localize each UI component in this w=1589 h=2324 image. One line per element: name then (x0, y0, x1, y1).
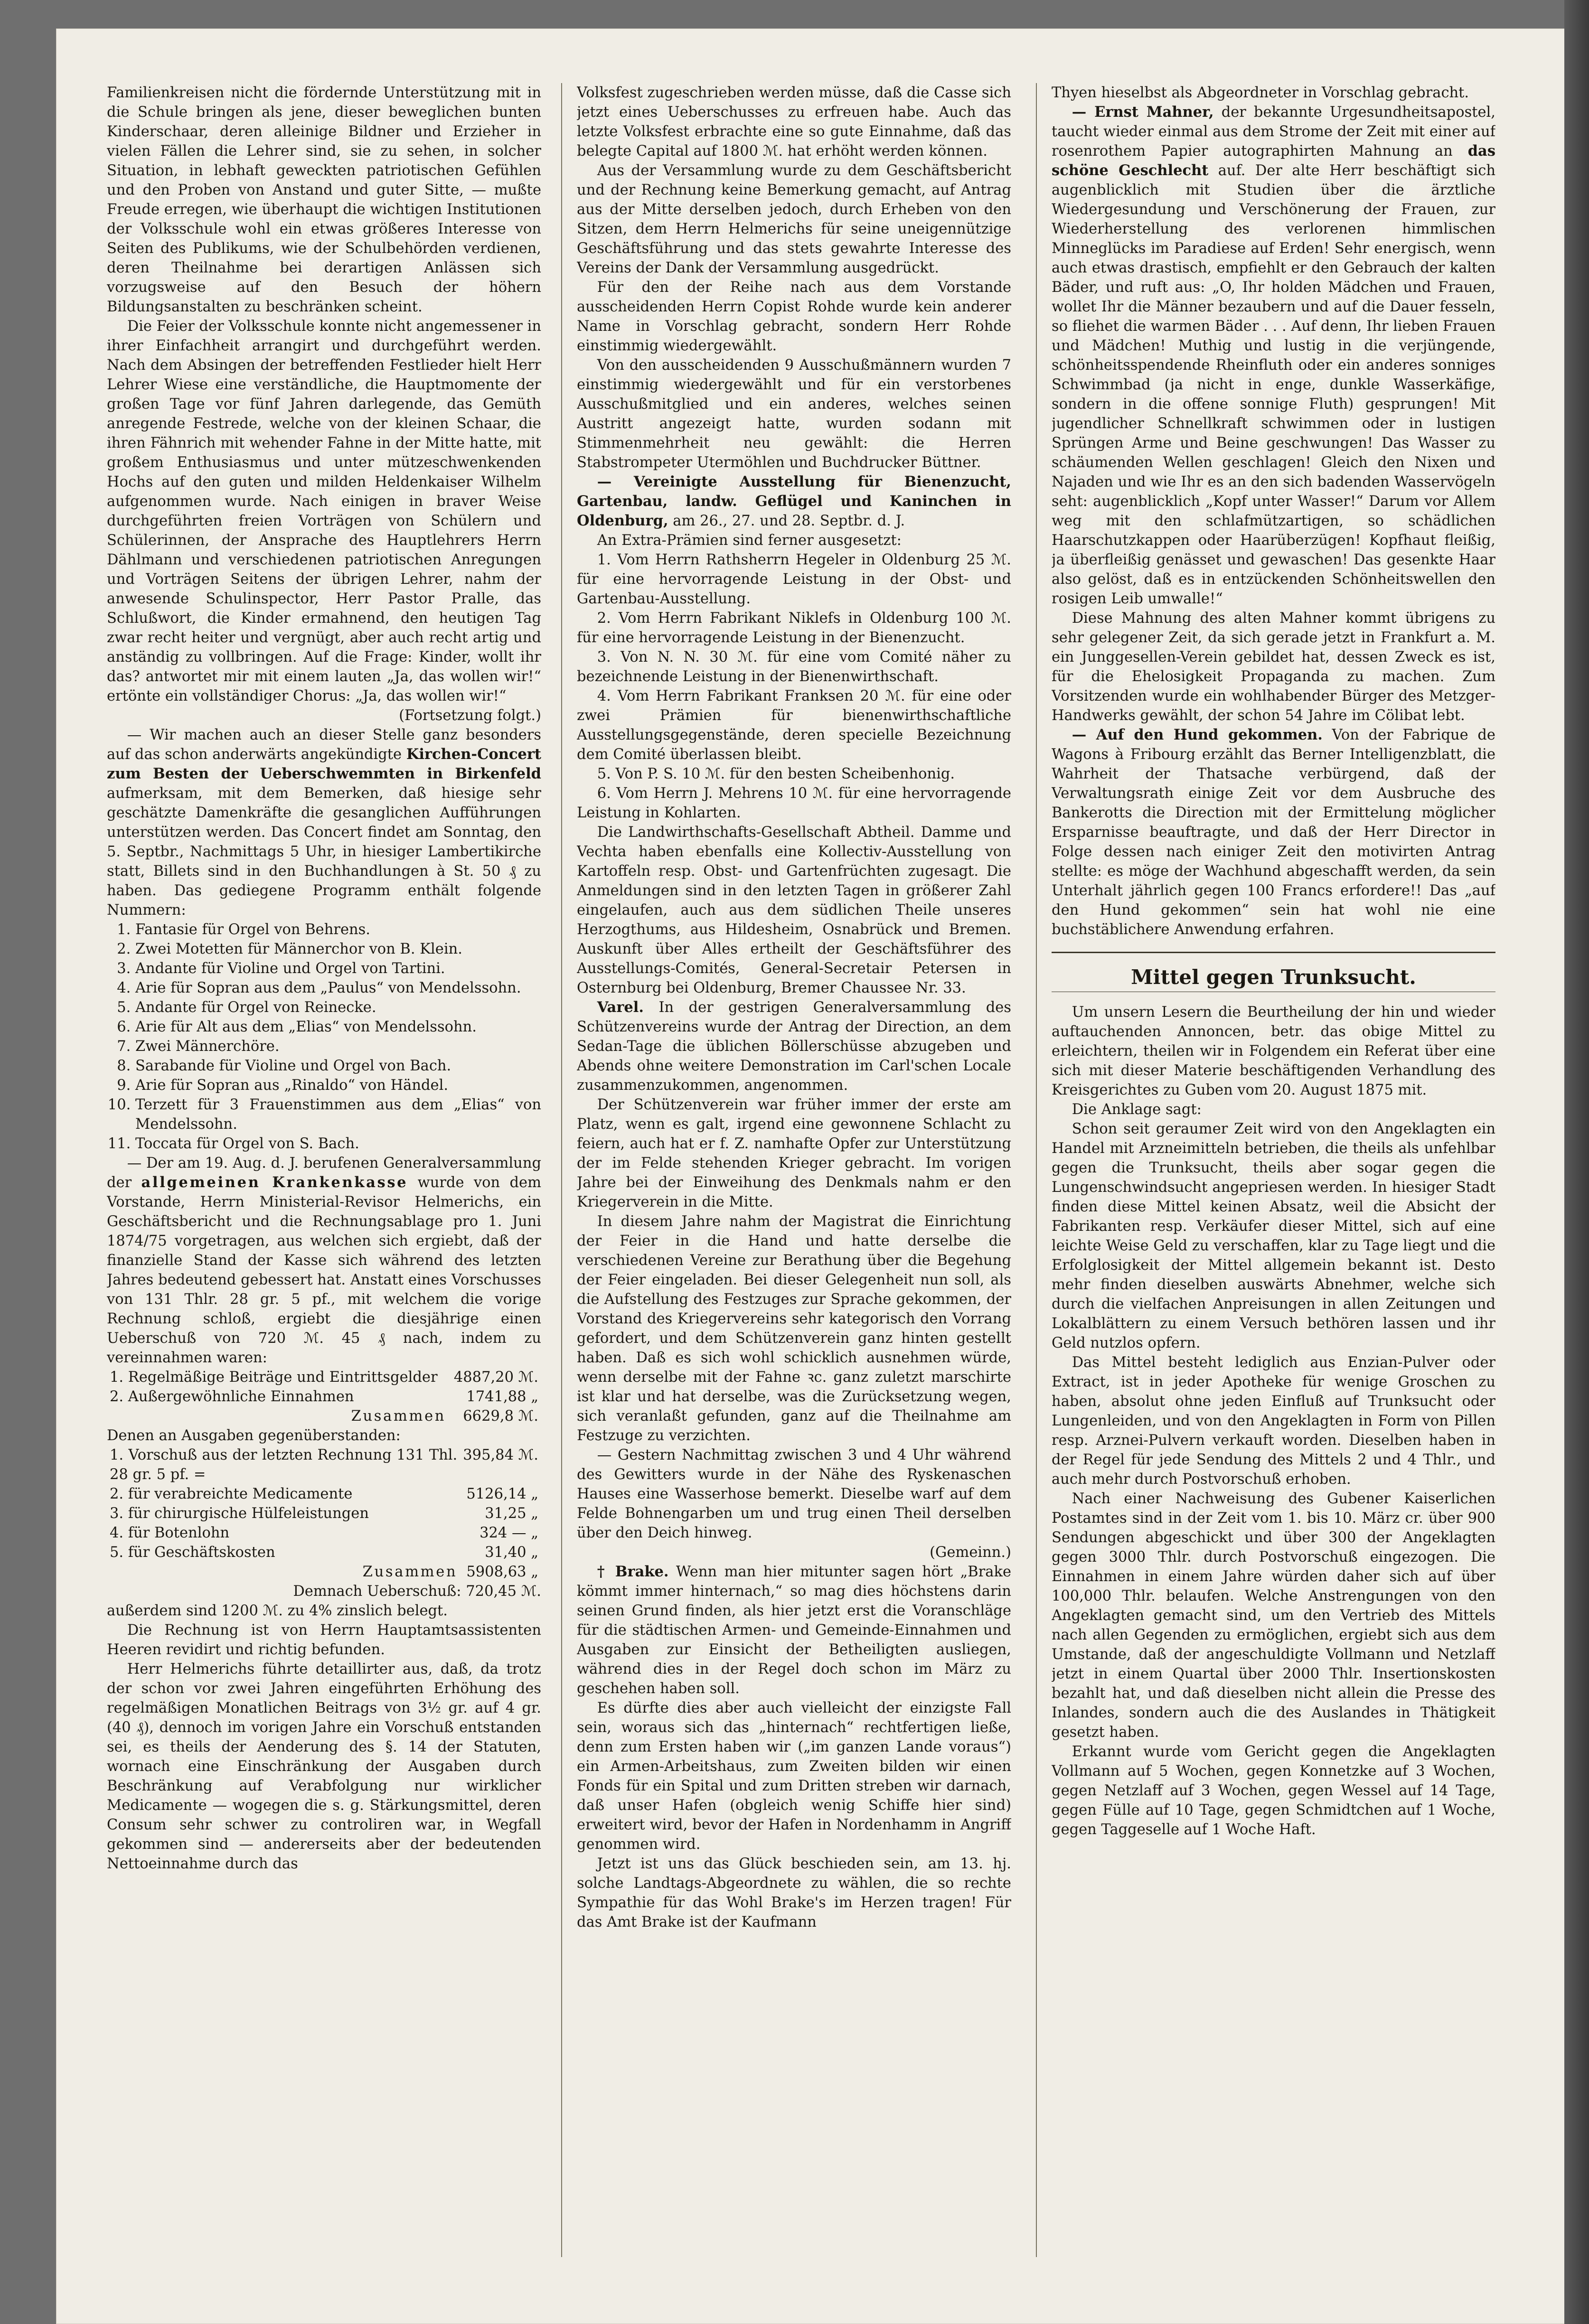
varel-text: In der gestrigen Generalversammlung des Schützenvereins wurde der Antrag der Direction, an dem Sedan-Tage die üblichen Böllerschüsse abzugeben und Abends ohne weitere Demonstration im Carl'schen Locale zusammenzukommen, angenommen. (577, 999, 1011, 1094)
page-edge (1564, 0, 1589, 2324)
surplus-line: Demnach Ueberschuß: 720,45 ℳ. (293, 1583, 541, 1600)
table-row (107, 1543, 541, 1562)
kasse-article (107, 1153, 541, 1368)
program-item: 6. Arie für Alt aus dem „Elias“ von Mendelssohn. (135, 1017, 541, 1037)
ausstellung-date: am 26., 27. und 28. Septbr. d. J. (673, 513, 905, 529)
expense-label: 3. für chirurgische Hülfeleistungen (110, 1505, 369, 1522)
program-item: 4. Arie für Sopran aus dem „Paulus“ von Mendelssohn. (135, 978, 541, 998)
expense-value: 324 — „ (480, 1525, 538, 1541)
program-item: 1. Fantasie für Orgel von Behrens. (135, 920, 541, 939)
column-1 (107, 83, 541, 2267)
paragraph-magistrat: In diesem Jahre nahm der Magistrat die Einrichtung der Feier in die Hand und hatte derselbe die verschiedenen Vereine zur Berathung über die Begehung der Feier eingeladen. Bei dieser Gelegenheit nun soll, als die Aufstellung des Festzuges zur Sprache gekommen, der Vorstand des Kriegervereins sehr kategorisch den Vorrang gefordert, und dem Schützenverein ganz hinten gestellt haben. Daß es sich wohl schicklich ausnehmen würde, wenn derselbe mit der Fahne ꝛc. ganz zuletzt marschirte ist klar und hat derselbe, was die Zurücksetzung wegen, sich veranlaßt gefunden, ganz auf die Theilnahme am Festzuge zu verzichten. (577, 1213, 1011, 1444)
praemie-item: 3. Von N. N. 30 ℳ. für eine vom Comité näher zu bezeichnende Leistung in der Bienenwirthschaft. (577, 649, 1011, 685)
paragraph-glueck: Jetzt ist uns das Glück beschieden sein, am 13. hj. solche Landtags-Abgeordnete zu wählen, die so rechte Sympathie für das Wohl Brake's im Herzen tragen! Für das Amt Brake ist der Kaufmann (577, 1855, 1011, 1930)
expense-value: 31,40 „ (485, 1544, 538, 1561)
continuation-note: (Fortsetzung folgt.) (399, 707, 541, 724)
program-item: 5. Andante für Orgel von Reinecke. (135, 998, 541, 1017)
column-rule-2 (1036, 83, 1037, 2257)
brake-article (577, 1562, 1011, 1698)
program-item: 11. Toccata für Orgel von S. Bach. (135, 1134, 541, 1153)
mahner-head: — Ernst Mahner, (1072, 103, 1214, 121)
praemien-intro: An Extra-Prämien sind ferner ausgesetzt: (597, 532, 902, 549)
paragraph-helmerichs: Herr Helmerichs führte detaillirter aus, daß, da trotz der schon vor zwei Jahren eingeführten Erhöhung des regelmäßigen Monatlichen Beitrags von 3½ gr. auf 4 gr. (40 ₰), dennoch im vorigen Jahre ein Vorschuß entstanden sei, es theils der Aenderung des §. 14 der Statuten, wornach eine Einschränkung der Ausgaben durch Beschränkung auf Verabfolgung nur wirklicher Medicamente — wogegen die s. g. Stärkungsmittel, deren Consum sehr schwer zu controliren war, in Wegfall gekommen sind — andererseits aber der bedeutenden Nettoeinnahme durch das (107, 1661, 541, 1872)
concert-title: Kirchen-Concert zum Besten der Ueberschwemmten in Birkenfeld (107, 746, 541, 782)
table-row (107, 1406, 541, 1426)
varel-article (577, 998, 1011, 1095)
expense-intro: Denen an Ausgaben gegenüberstanden: (107, 1427, 401, 1444)
section-divider (1052, 952, 1495, 953)
kasse-text: wurde von dem Vorstande, Herrn Ministerial-Revisor Helmerichs, ein Geschäftsbericht und die Rechnungsablage pro 1. Juni 1874/75 vorgetragen, aus welchen sich ergiebt, daß der finanzielle Stand der Kasse sich während des letzten Jahres bedeutend gebessert hat. Anstatt eines Vorschusses von 131 Thlr. 28 gr. 5 pf., mit welchem die vorige Rechnung schloß, ergiebt die diesjährige einen Ueberschuß von 720 ℳ. 45 ₰ nach, indem zu vereinnahmen waren: (107, 1174, 541, 1366)
paragraph-anklage: Die Anklage sagt: (1072, 1101, 1202, 1118)
paragraph-thyen: Thyen hieselbst als Abgeordneter in Vorschlag gebracht. (1052, 84, 1469, 101)
table-row (107, 1368, 541, 1387)
paragraph-intro: Um unsern Lesern die Beurtheilung der hin und wieder auftauchenden Annoncen, betr. das obige Mittel zu erleichtern, theilen wir in Folgendem ein Referat über eine sich mit dieser Materie beschäftigenden Verhandlung des Kreisgerichtes zu Guben vom 20. August 1875 mit. (1052, 1004, 1495, 1098)
ausstellung-title: — Vereinigte Ausstellung für Bienenzucht, Gartenbau, landw. Geflügel und Kaninchen in Oldenburg, (577, 473, 1011, 529)
income-label: 1. Regelmäßige Beiträge und Eintrittsgelder (110, 1369, 438, 1386)
praemie-item: 6. Vom Herrn J. Mehrens 10 ℳ. für eine hervorragende Leistung in Kohlarten. (577, 785, 1011, 821)
expense-label: 4. für Botenlohn (110, 1525, 230, 1541)
paragraph-mittel: Das Mittel besteht lediglich aus Enzian-Pulver oder Extract, ist in jeder Apotheke für wenige Groschen zu haben, absolut ohne jeden Einfluß auf Trunksucht oder Lungenleiden, und von den Angeklagten in Form von Pillen resp. Arznei-Pulvern verkauft worden. Dieselben haben in der Regel für jede Sendung des Mittels 2 und 4 Thlr., und auch mehr durch Postvorschuß erhoben. (1052, 1354, 1495, 1488)
paragraph-ausschuss: Von den ausscheidenden 9 Ausschußmännern wurden 7 einstimmig wiedergewählt und für ein verstorbenes Ausschußmitglied und ein anderes, welches seinen Austritt angezeigt hatte, wurden sodann mit Stimmenmehrheit neu gewählt: die Herren Stabstrompeter Utermöhlen und Buchdrucker Büttner. (577, 357, 1011, 471)
table-row (107, 1504, 541, 1523)
expense-table (107, 1445, 541, 1582)
expense-label: 1. Vorschuß aus der letzten Rechnung 131 Thl. 28 gr. 5 pf. = (110, 1447, 458, 1483)
paragraph-schon: Schon seit geraumer Zeit wird von den Angeklagten ein Handel mit Arzneimitteln betrieben, die theils als unfehlbar gegen die Trunksucht, theils aber sogar gegen die Lungenschwindsucht angepriesen werden. In hiesiger Stadt finden diese Mittel keinen Absatz, weil die Absicht der Fabrikanten resp. Verkäufer dieser Mittel, sich auf eine leichte Weise Geld zu verschaffen, klar zu Tage liegt und die Erfolglosigkeit der Mittel allgemein bekannt ist. Desto mehr finden dieselben auswärts Abnehmer, welche sich durch die vielfachen Anpreisungen in allen Zeitungen und Lokalblättern zu einem Versuch bethören lassen und ihr Geld nutzlos opfern. (1052, 1121, 1495, 1351)
praemie-item: 5. Von P. S. 10 ℳ. für den besten Scheibenhonig. (597, 766, 955, 782)
program-item: 3. Andante für Violine und Orgel von Tartini. (135, 959, 541, 978)
paragraph-vorstand: Für den der Reihe nach aus dem Vorstande ausscheidenden Herrn Copist Rohde wurde kein anderer Name in Vorschlag gebracht, sondern Herr Rohde einstimmig wiedergewählt. (577, 279, 1011, 354)
concert-intro: — Wir machen auch an dieser Stelle ganz besonders auf das schon anderwärts angekündigte (107, 727, 541, 763)
varel-head: Varel. (597, 999, 644, 1016)
expense-value: 31,25 „ (485, 1505, 538, 1522)
program-item: 2. Zwei Motetten für Männerchor von B. Klein. (135, 939, 541, 959)
concert-text: aufmerksam, mit dem Bemerken, daß hiesige sehr geschätzte Damenkräfte die gesanglichen Aufführungen unterstützen werden. Das Concert findet am Sonntag, den 5. Septbr., Nachmittags 5 Uhr, in hiesiger Lambertikirche statt, Billets sind in den Buchhandlungen à St. 50 ₰ zu haben. Das gediegene Programm enthält folgende Nummern: (107, 785, 541, 918)
table-row (107, 1523, 541, 1543)
hund-article (1052, 725, 1495, 939)
income-value: 4887,20 ℳ. (453, 1369, 538, 1386)
paragraph-rechnung: Die Rechnung ist von Herrn Hauptamtsassistenten Heeren revidirt und richtig befunden. (107, 1622, 541, 1658)
column-rule-1 (561, 83, 562, 2257)
paragraph-feier: Die Feier der Volksschule konnte nicht angemessener in ihrer Einfachheit arrangirt und durchgeführt werden. Nach dem Absingen der betreffenden Festlieder hielt Herr Lehrer Wiese eine verständliche, die Hauptmomente der großen Tage vor fünf Jahren darlegende, das Gemüth anregende Festrede, welche von der kleinen Schaar, die ihren Fähnrich mit wehender Fahne in der Mitte hatte, mit großem Enthusiasmus und unter mützeschwenkenden Hochs auf den guten und milden Heldenkaiser Wilhelm aufgenommen wurde. Nach einigen in braver Weise durchgeführten freien Vorträgen von Schülern und Schülerinnen, der Ansprache des Hauptlehrers Herrn Dählmann und verschiedenen patriotischen Anregungen und Vorträgen Seitens der übrigen Lehrer, nahm der anwesende Schulinspector, Herr Pastor Pralle, das Schlußwort, die Kinder ermahnend, den heutigen Tag zwar recht heiter und vergnügt, aber auch recht artig und anständig zu vollbringen. Auf die Frage: Kinder, wollt ihr das? antwortet mir mit einem lauten „Ja, das wollen wir!“ ertönte ein vollständiger Chorus: „Ja, das wollen wir!“ (107, 318, 541, 704)
paragraph-landwirth: Die Landwirthschafts-Gesellschaft Abtheil. Damme und Vechta haben ebenfalls eine Kollectiv-Ausstellung von Kartoffeln resp. Obst- und Gartenfrüchten zugesagt. Die Anmeldungen sind in den letzten Tagen in größerer Zahl eingelaufen, auch aus dem südlichen Theile unseres Herzogthums, aus Hildesheim, Osnabrück und Bremen. Auskunft über Alles ertheilt der Geschäftsführer des Ausstellungs-Comités, General-Secretair Petersen in Osternburg bei Oldenburg, Bremer Chaussee Nr. 33. (577, 824, 1011, 996)
table-row (107, 1562, 541, 1582)
income-table (107, 1368, 541, 1426)
ausstellung-article (577, 472, 1011, 531)
source-note: (Gemeinn.) (930, 1544, 1011, 1561)
column-3 (1052, 83, 1495, 2267)
mahner-rest: auf. Der alte Herr beschäftigt sich augenblicklich mit Studien über die ärztliche Wiedergesundung und Verschönerung der Frauen, zur Wiederherstellung des verlorenen himmlischen Minneglücks im Paradiese auf Erden! Sehr energisch, wenn auch etwas drastisch, empfiehlt er den Gebrauch der kalten Bäder, und ruft aus: „O, Ihr holden Mädchen und Frauen, wollet Ihr die Männer bezaubern und auf die Dauer fesseln, so fliehet die warmen Bäder . . . Auf denn, Ihr lieben Frauen und Mädchen! Muthig und lustig in die verjüngende, schönheitsspendende Rheinfluth oder ein anderes sonniges Schwimmbad (ja nicht in enge, dunkle Wasserkäfige, sondern in die offene sonnige Fluth) gesprungen! Mit jugendlicher Schnellkraft schwimmen oder in lustigen Sprüngen Arme und Beine geschwungen! Das Wasser zu schäumenden Wellen geschlagen! Gleich den Nixen und Najaden und wie Ihr es an den sich badenden Wasservögeln seht: augenblicklich „Kopf unter Wasser!“ Darum vor Allem weg mit den schlafmützartigen, so schädlichen Haarschutzkappen oder Haarüberzügen! Kopfhaut fleißig, ja überfleißig genässet und gewaschen! Das gesenkte Haar also gelöst, daß es in entzückenden Schönheitswellen den rosigen Leib umwalle!“ (1052, 162, 1495, 607)
income-total-label: Zusammen (351, 1408, 446, 1424)
praemie-item: 1. Vom Herrn Rathsherrn Hegeler in Oldenburg 25 ℳ. für eine hervorragende Leistung in der Obst- und Gartenbau-Ausstellung. (577, 552, 1011, 607)
surplus-note: außerdem sind 1200 ℳ. zu 4% zinslich belegt. (107, 1602, 448, 1619)
income-total-value: 6629,8 ℳ. (463, 1408, 538, 1424)
paragraph-families: Familienkreisen nicht die fördernde Unterstützung mit in die Schule bringen als jene, dieser beweglichen bunten Kinderschaar, deren alleinige Bildner und Erzieher in vielen Fällen die Lehrer sind, sie zu sehen, in solcher Situation, in lebhaft geweckten patriotischen Gefühlen und den Proben von Anstand und guter Sitte, — mußte Freude erregen, wie überhaupt die wichtigen Institutionen der Volksschule wohl ein etwas größeres Interesse von Seiten des Publikums, wie der Schulbehörden verdienen, deren Theilnahme bei derartigen Anlässen sich vorzugsweise auf den Besuch der höhern Bildungsanstalten zu beschränken scheint. (107, 84, 541, 315)
program-item: 10. Terzett für 3 Frauenstimmen aus dem „Elias“ von Mendelssohn. (135, 1095, 541, 1134)
expense-label: 2. für verabreichte Medicamente (110, 1486, 353, 1502)
mahner-text: der bekannte Urgesundheitsapostel, taucht wieder einmal aus dem Strome der Zeit mit einer auf rosenrothem Papier autographirten Mahnung an (1052, 104, 1495, 159)
program-item: 9. Arie für Sopran aus „Rinaldo“ von Händel. (135, 1076, 541, 1095)
kasse-title: allgemeinen Krankenkasse (141, 1174, 408, 1191)
table-row (107, 1445, 541, 1484)
mahner-bold: das schöne Geschlecht (1052, 142, 1495, 179)
expense-value: 395,84 ℳ. (463, 1447, 538, 1463)
paragraph-schuetzen: Der Schützenverein war früher immer der erste am Platz, wenn es galt, irgend eine gewonnene Schlacht zu feiern, auch hat er f. Z. namhafte Opfer zur Unterstützung der im Felde stehenden Krieger gebracht. Im vorigen Jahre bei der Einweihung des Denkmals nahm er den Kriegerverein in die Mitte. (577, 1096, 1011, 1210)
brake-head: † Brake. (597, 1563, 669, 1580)
section-title: Mittel gegen Trunksucht. (1131, 965, 1416, 989)
expense-label: 5. für Geschäftskosten (110, 1544, 275, 1561)
paragraph-nachweisung: Nach einer Nachweisung des Gubener Kaiserlichen Postamtes sind in der Zeit vom 1. bis 10. März cr. über 900 Sendungen abgeschickt und über 300 der Angeklagten gegen 3000 Thlr. durch Postvorschuß eingezogen. Die Einnahmen in einem Jahre würden daher sich auf über 100,000 Thlr. belaufen. Welche Anstrengungen von den Angeklagten gemacht sind, um den Vertrieb des Mittels nach allen Gegenden zu ermöglichen, ergiebt sich aus dem Umstande, daß der angeschuldigte Vollmann und Netzlaff jetzt in einem Quartal über 2000 Thlr. Insertionskosten bezahlt hat, und daß dieselben nicht allein die Presse des Inlandes, sondern auch die des Auslandes in Thätigkeit gesetzt haben. (1052, 1490, 1495, 1741)
paragraph-erkannt: Erkannt wurde vom Gericht gegen die Angeklagten Vollmann auf 5 Wochen, gegen Konnetzke auf 3 Wochen, gegen Netzlaff auf 3 Wochen, gegen Wessel auf 14 Tage, gegen Fülle auf 10 Tage, gegen Schmidtchen auf 1 Woche, gegen Taggeselle auf 1 Woche Haft. (1052, 1743, 1495, 1838)
table-row (107, 1387, 541, 1406)
praemie-item: 2. Vom Herrn Fabrikant Niklefs in Oldenburg 100 ℳ. für eine hervorragende Leistung in der Bienenzucht. (577, 610, 1011, 646)
expense-total-value: 5908,63 „ (466, 1564, 538, 1580)
program-item: 8. Sarabande für Violine und Orgel von Bach. (135, 1056, 541, 1076)
hund-text: Von der Fabrique de Wagons à Fribourg erzählt das Berner Intelligenzblatt, die Wahrheit der Thatsache verbürgend, daß der Verwaltungsrath einige Zeit vor dem Ausbruche des Bankerotts die Direction mit der Ermittelung möglicher Ersparnisse beauftragte, und daß der Herr Director in Folge dessen nach einiger Zeit den motivirten Antrag stellte: es möge der Wachhund abgeschafft werden, da sein Unterhalt jährlich gegen 100 Francs erfordere!! Das „auf den Hund gekommen“ sein hat wohl nie eine buchstäblichere Anwendung erfahren. (1052, 727, 1495, 938)
expense-total-label: Zusammen (362, 1564, 458, 1580)
mahner-article (1052, 103, 1495, 609)
program-item: 7. Zwei Männerchöre. (135, 1037, 541, 1056)
table-row (107, 1484, 541, 1504)
praemie-item: 4. Vom Herrn Fabrikant Franksen 20 ℳ. für eine oder zwei Prämien für bienenwirthschaftliche Ausstellungsgegenstände, deren specielle Bezeichnung dem Comité überlassen bleibt. (577, 688, 1011, 763)
paragraph-hinternach: Es dürfte dies aber auch vielleicht der einzigste Fall sein, woraus sich das „hinternach“ rechtfertigen ließe, denn zum Ersten haben wir („im ganzen Lande voraus“) ein Armen-Arbeitshaus, zum Zweiten bilden wir einen Fonds für ein Spital und zum Dritten streben wir darnach, daß unser Hafen (obgleich wenig Schiffe hier sind) erweitert wird, bevor der Hafen in Nordenhamm in Angriff genommen wird. (577, 1700, 1011, 1853)
hund-head: — Auf den Hund gekommen. (1072, 726, 1323, 743)
brake-text: Wenn man hier mitunter sagen hört „Brake kömmt immer hinternach,“ so mag dies höchstens darin seinen Grund finden, als hier jetzt erst die Voranschläge für die städtischen Armen- und Gemeinde-Einnahmen und Ausgaben zur Einsicht der Betheiligten ausliegen, während dies in der Regel doch schon im März zu geschehen haben soll. (577, 1564, 1011, 1697)
paragraph-volksfest: Volksfest zugeschrieben werden müsse, daß die Casse sich jetzt eines Ueberschusses zu erfreuen habe. Auch das letzte Volksfest erbrachte eine so gute Einnahme, daß das belegte Capital auf 1800 ℳ. hat erhöht werden können. (577, 84, 1011, 159)
concert-program (107, 920, 541, 1153)
column-2 (577, 83, 1011, 2267)
paragraph-versammlung: Aus der Versammlung wurde zu dem Geschäftsbericht und der Rechnung keine Bemerkung gemacht, auf Antrag aus der Mitte derselben jedoch, durch Erheben von den Sitzen, dem Herrn Helmerichs für seine uneigennützige Geschäftsführung und das stets gewahrte Interesse des Vereins der Dank der Versammlung ausgedrückt. (577, 162, 1011, 276)
kasse-intro: — Der am 19. Aug. d. J. berufenen Generalversammlung der (107, 1155, 541, 1191)
paragraph-gewitter: — Gestern Nachmittag zwischen 3 und 4 Uhr während des Gewitters wurde in der Nähe des Ryskenaschen Hauses eine Wasserhose bemerkt. Dieselbe warf auf dem Felde Bohnengarben um und trug einen Theil derselben über den Deich hinweg. (577, 1447, 1011, 1541)
expense-value: 5126,14 „ (466, 1486, 538, 1502)
income-label: 2. Außergewöhnliche Einnahmen (110, 1388, 354, 1405)
concert-article (107, 725, 541, 920)
income-value: 1741,88 „ (466, 1388, 538, 1405)
paragraph-junggesellen: Diese Mahnung des alten Mahner kommt übrigens zu sehr gelegener Zeit, da sich gerade jetzt in Frankfurt a. M. ein Junggesellen-Verein gebildet hat, dessen Zweck es ist, für die Ehelosigkeit Propaganda zu machen. Zum Vorsitzenden wurde ein wohlhabender Bürger des Metzger-Handwerks gewählt, der schon 54 Jahre im Cölibat lebt. (1052, 610, 1495, 724)
